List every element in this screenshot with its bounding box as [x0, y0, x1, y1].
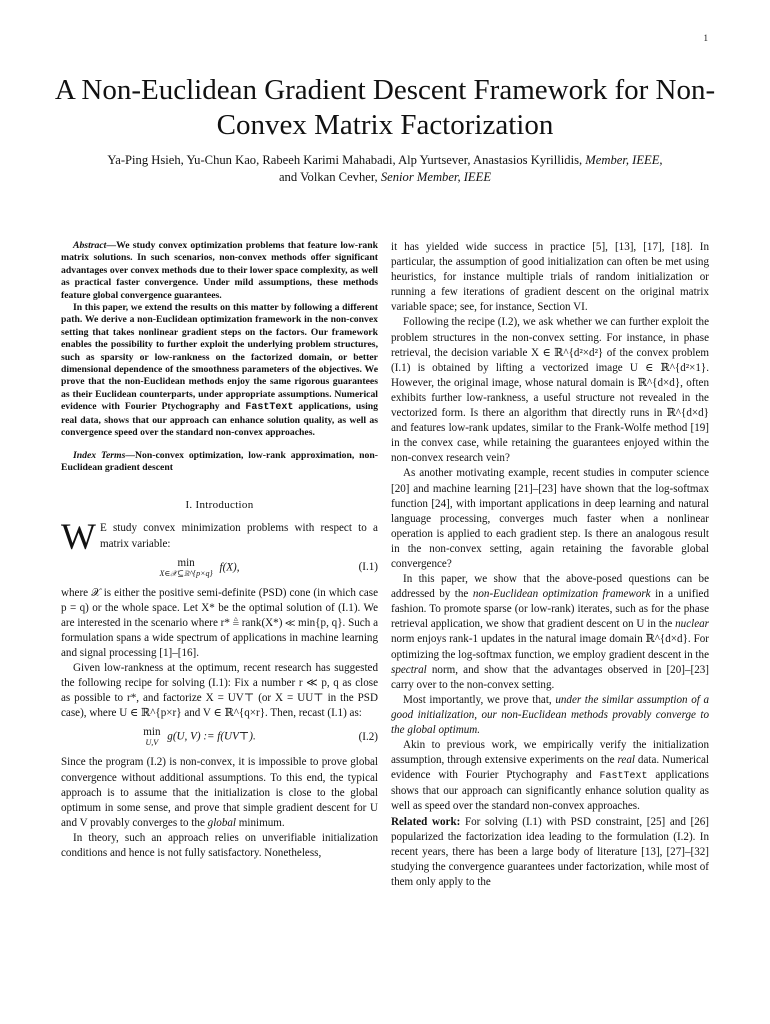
intro-paragraph-2: where 𝒳 is either the positive semi-definite (PSD) cone (in which case p = q) or the whole space. Let X* be the optimal solution of (I.1). We are interested in the scenario where r* ≜ rank(X*) ≪ min{p, q}. Such a formulation spans a wide spectrum of applications in machine learning and signal processing [1]–[16]. — [61, 586, 378, 659]
right-paragraph-2: Following the recipe (I.2), we ask whether we can further exploit the problem structures in the non-convex setting. For instance, in phase retrieval, the decision variable X ∈ ℝ^{d²×d²} of the convex problem (I.1) is obtained by lifting a vectorized image U ∈ ℝ^{d²×1}. However, the original image, whose natural domain is ℝ^{d×d}, often exhibits further low-rankness, a useful structure not revealed in the vectorized form. Is there an algorithm that directly runs in ℝ^{d×d} and features low-rank updates, similar to the Frank-Wolfe method [19] in the convex case, while retaining the guarantees enjoyed within the non-convex research vein? — [391, 316, 709, 465]
author-list — [40, 152, 730, 186]
right-paragraph-4: In this paper, we show that the above-posed questions can be addressed by the non-Euclidean optimization framework in a unified fashion. To promote sparse (or low-rank) iterates, such as for the phase retrieval application, we show that gradient descent on U in the nuclear norm enjoys rank-1 updates in the natural image domain ℝ^{d×d}. For optimizing the log-softmax function, we employ gradient descent in the spectral norm, and show that the advantages observed in [20]–[23] carry over to the non-convex setting. — [391, 573, 709, 691]
author-role-2: Senior Member, IEEE — [380, 170, 492, 184]
author-role-1: Member, IEEE, — [585, 153, 663, 167]
abstract-label: Abstract — [73, 240, 107, 251]
intro-paragraph-1: W E study convex minimization problems with respect to a matrix variable: — [61, 517, 378, 559]
author-line-1 — [40, 152, 730, 169]
right-paragraph-1: it has yielded wide success in practice [5], [13], [17], [18]. In particular, the assumption of good initialization can often be met using heuristics, for instance multiple trials of random initialization or running a few iterations of gradient descent on the original matrix variable space; see, for instance, Section VI. — [391, 241, 709, 314]
abstract — [61, 240, 378, 474]
author-names-1: Ya-Ping Hsieh, Yu-Chun Kao, Rabeeh Karimi Mahabadi, Alp Yurtsever, Anastasios Kyrillidis, — [107, 153, 586, 167]
index-terms-label: Index Terms — [73, 449, 126, 461]
intro-paragraph-4: Since the program (I.2) is non-convex, it is impossible to prove global convergence without additional assumptions. To this end, the typical approach is to assume that the initialization is close to the global optimum in some sense, and prove that simple gradient descent for U and V provably converges to the global minimum. — [61, 756, 378, 829]
right-paragraph-3: As another motivating example, recent studies in computer science [20] and machine learning [21]–[23] have shown that the log-softmax function [24], with important applications in deep learning and natural language processing, converges much faster when a nonlinear operation is applied to each gradient step. Is there an analogous result in the non-convex setting, again retaining the favorable global convergence? — [391, 467, 709, 570]
related-work-paragraph: Related work: For solving (I.1) with PSD constraint, [25] and [26] popularized the factorization idea leading to the formulation (I.2). In recent years, there has been a large body of literature [13], [27]–[32] studying the convergence guarantees under factorization, while most of them only apply to the — [391, 815, 709, 888]
related-work-label: Related work: — [391, 815, 461, 828]
abstract-paragraph-1: Abstract—We study convex optimization problems that feature low-rank matrix solutions. In such scenarios, non-convex methods offer significant advantages over convex methods due to their lower space complexity, as well as practical faster convergence. Under mild assumptions, these methods feature global convergence guarantees. — [61, 240, 378, 301]
page-number: 1 — [703, 33, 708, 43]
equation-i2: min U,V g(U, V) := f(UV⊤). (I.2) — [143, 726, 378, 748]
equation-number: (I.1) — [358, 561, 378, 574]
intro-paragraph-3: Given low-rankness at the optimum, recent research has suggested the following recipe for solving (I.1): Fix a number r ≪ p, q as close as possible to r*, and factorize X = UV⊤ (or X = UU⊤ in the PSD case), where U ∈ ℝ^{p×r} and V ∈ ℝ^{q×r}. Then, recast (I.1) as: — [61, 662, 378, 720]
paper-title: A Non-Euclidean Gradient Descent Framework for Non-Convex Matrix Factorization — [54, 74, 716, 141]
equation-number: (I.2) — [358, 730, 378, 743]
right-paragraph-5: Most importantly, we prove that, under the similar assumption of a good initialization, our non-Euclidean methods provably converge to the global optimum. — [391, 693, 709, 736]
index-terms: Index Terms—Non-convex optimization, low-rank approximation, non-Euclidean gradient descent — [61, 449, 378, 473]
author-line-2 — [40, 169, 730, 186]
drop-cap: W — [61, 517, 96, 559]
fasttext-code: FastText — [245, 402, 294, 414]
equation-i1: min X∈𝒳⊆ℝ^{p×q} f(X), (I.1) — [159, 556, 378, 578]
fasttext-code: FastText — [599, 771, 648, 783]
left-column — [61, 240, 378, 861]
intro-paragraph-5: In theory, such an approach relies on unverifiable initialization conditions and hence is not fully satisfactory. Nonetheless, — [61, 831, 378, 859]
right-paragraph-6: Akin to previous work, we empirically verify the initialization assumption, through extensive experiments on the real data. Numerical evidence with Fourier Ptychography and FastText applications shows that our approach can significantly enhance solution quality as well as speed over the standard non-convex approaches. — [391, 739, 709, 813]
author-names-2: and Volkan Cevher, — [278, 170, 381, 184]
section-heading: I. Introduction — [185, 499, 254, 512]
right-column — [391, 240, 709, 890]
abstract-paragraph-2: In this paper, we extend the results on this matter by following a different path. We derive a non-Euclidean optimization framework in the non-convex setting that takes nonlinear gradient steps on the factors. Our framework enables the possibility to further exploit the underlying problem structures, such as sparsity or low-rankness on the factorized domain, or better dimensional dependence of the smoothness parameters of the objectives. We prove that the non-Euclidean methods enjoy the same rigorous guarantees as their Euclidean counterparts, under appropriate assumptions. Numerical evidence with Fourier Ptychography and FastText applications, using real data, shows that our approach can enhance solution quality, as well as convergence speed over the standard non-convex approaches. — [61, 302, 378, 439]
